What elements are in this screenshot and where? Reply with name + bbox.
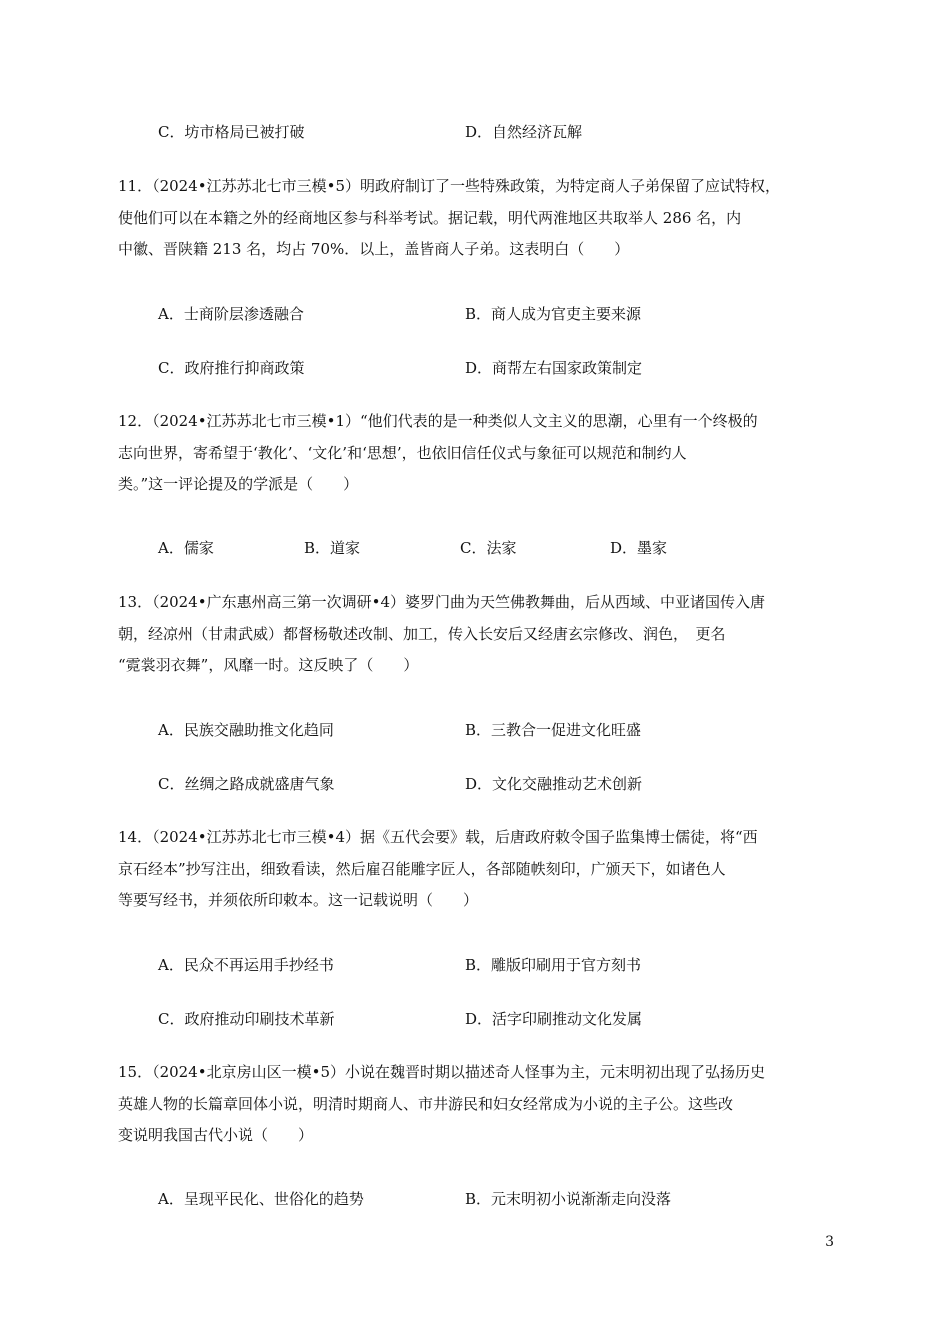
answer-option[interactable]: B．三教合一促进文化旺盛 <box>465 721 642 739</box>
question-stem-line: 变说明我国古代小说（ ） <box>118 1126 314 1144</box>
answer-option[interactable]: A．民族交融助推文化趋同 <box>158 721 334 739</box>
question-stem-line: 13．（2024•广东惠州高三第一次调研•4）婆罗门曲为天竺佛教舞曲，后从西域、中亚诸国传入唐 <box>118 593 766 611</box>
answer-option[interactable]: B．道家 <box>304 539 361 557</box>
answer-option[interactable]: A．呈现平民化、世俗化的趋势 <box>158 1190 364 1208</box>
answer-option[interactable]: C．丝绸之路成就盛唐气象 <box>158 774 335 793</box>
question-stem-line: “霓裳羽衣舞”，风靡一时。这反映了（ ） <box>118 656 419 674</box>
answer-option[interactable]: C．政府推行抑商政策 <box>158 358 305 377</box>
question-stem-line: 15．（2024•北京房山区一模•5）小说在魏晋时期以描述奇人怪事为主，元末明初出现了弘扬历史 <box>118 1063 766 1081</box>
question-stem-line: 志向世界，寄希望于‘教化’、‘文化’和‘思想’，也依旧信任仪式与象征可以规范和制约人 <box>118 443 687 462</box>
answer-option[interactable]: C．坊市格局已被打破 <box>158 123 305 141</box>
answer-option[interactable]: B．商人成为官吏主要来源 <box>465 305 642 323</box>
answer-option[interactable]: A．民众不再运用手抄经书 <box>158 956 334 974</box>
answer-option[interactable]: D．商帮左右国家政策制定 <box>465 358 643 377</box>
question-stem-line: 中徽、晋陕籍 213 名，均占 70%．以上，盖皆商人子弟。这表明白（ ） <box>118 240 630 258</box>
question-stem-line: 14．（2024•江苏苏北七市三模•4）据《五代会要》载，后唐政府敕令国子监集博士儒徒，将“西 <box>118 828 758 846</box>
question-stem-line: 京石经本”抄写注出，细致看读，然后雇召能雕字匠人，各部随帙刻印，广颁天下，如诸色人 <box>118 859 726 878</box>
question-stem-line: 朝，经凉州（甘肃武威）都督杨敬述改制、加工，传入长安后又经唐玄宗修改、润色， 更名 <box>118 624 726 643</box>
answer-option[interactable]: D．文化交融推动艺术创新 <box>465 774 643 793</box>
answer-option[interactable]: D．墨家 <box>610 539 668 557</box>
question-stem-line: 类。”这一评论提及的学派是（ ） <box>118 475 359 493</box>
question-stem-line: 英雄人物的长篇章回体小说，明清时期商人、市井游民和妇女经常成为小说的主子公。这些改 <box>118 1094 734 1113</box>
answer-option[interactable]: A．士商阶层渗透融合 <box>158 305 304 323</box>
answer-option[interactable]: A．儒家 <box>158 539 214 557</box>
question-stem-line: 11．（2024•江苏苏北七市三模•5）明政府制订了一些特殊政策，为特定商人子弟保留了应试特权， <box>118 177 781 195</box>
answer-option[interactable]: C．政府推动印刷技术革新 <box>158 1009 335 1028</box>
question-stem-line: 12．（2024•江苏苏北七市三模•1）“他们代表的是一种类似人文主义的思潮，心里有一个终极的 <box>118 412 758 430</box>
answer-option[interactable]: B．元末明初小说渐渐走向没落 <box>465 1190 672 1208</box>
answer-option[interactable]: C．法家 <box>460 539 517 557</box>
answer-option[interactable]: B．雕版印刷用于官方刻书 <box>465 956 642 974</box>
answer-option[interactable]: D．活字印刷推动文化发属 <box>465 1009 643 1028</box>
page-number: 3 <box>825 1234 834 1250</box>
answer-option[interactable]: D．自然经济瓦解 <box>465 123 583 141</box>
question-stem-line: 等要写经书，并须依所印敕本。这一记载说明（ ） <box>118 891 479 909</box>
question-stem-line: 使他们可以在本籍之外的经商地区参与科举考试。据记载，明代两淮地区共取举人 286 名，内 <box>118 208 742 227</box>
